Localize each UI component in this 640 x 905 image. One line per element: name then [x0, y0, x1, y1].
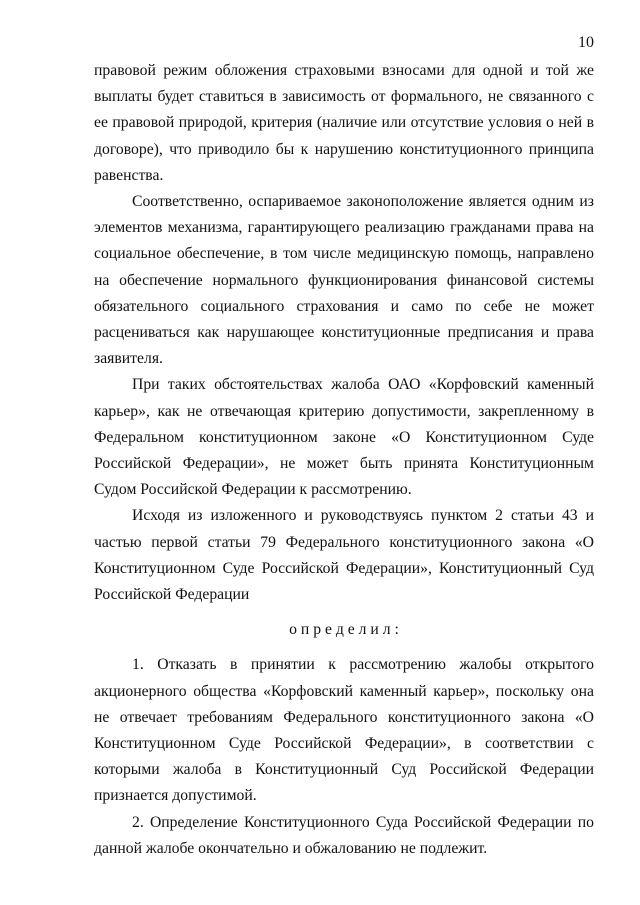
resolution-item-2: 2. Определение Конституционного Суда Российской Федерации по данной жалобе окончательно и обжалованию не подлежит. [94, 813, 594, 857]
paragraph-circumstances: При таких обстоятельствах жалоба ОАО «Корфовский каменный карьер», как не отвечающая критерию допустимости, закрепленному в Федеральном конституционном законе «О Конституционном Суде Российской Федерации», не может быть принята Конституционным Судом Российской Федерации к рассмотрению. [94, 376, 594, 499]
resolution-item-1: 1. Отказать в принятии к рассмотрению жалобы открытого акционерного общества «Корфовский каменный карьер», поскольку она не отвечает требованиям Федерального конституционного закона «О Конституционном Суде Российской Федерации», в соответствии с которыми жалоба в Конституционный Суд Российской Федерации признается допустимой. [94, 656, 594, 805]
page-number: 10 [578, 34, 594, 51]
paragraph-reasoning: Соответственно, оспариваемое законоположение является одним из элементов механизма, гарантирующего реализацию гражданами права на социальное обеспечение, в том числе медицинскую помощь, направлено на обеспечение нормального функционирования финансовой системы обязательного социального страхования и само по себе не может расцениваться как нарушающее конституционные предписания и права заявителя. [94, 193, 594, 368]
document-body [94, 58, 594, 862]
paragraph-continuation: правовой режим обложения страховыми взносами для одной и той же выплаты будет ставиться в зависимость от формального, не связанного с ее правовой природой, критерия (наличие или отсутствие условия о ней в договоре), что приводило бы к нарушению конституционного принципа равенства. [94, 62, 594, 184]
ruling-heading: о п р е д е л и л : [289, 621, 399, 639]
paragraph-basis: Исходя из изложенного и руководствуясь пунктом 2 статьи 43 и частью первой статьи 79 Федерального конституционного закона «О Конституционном Суде Российской Федерации», Конституционный Суд Российской Федерации [94, 507, 594, 604]
